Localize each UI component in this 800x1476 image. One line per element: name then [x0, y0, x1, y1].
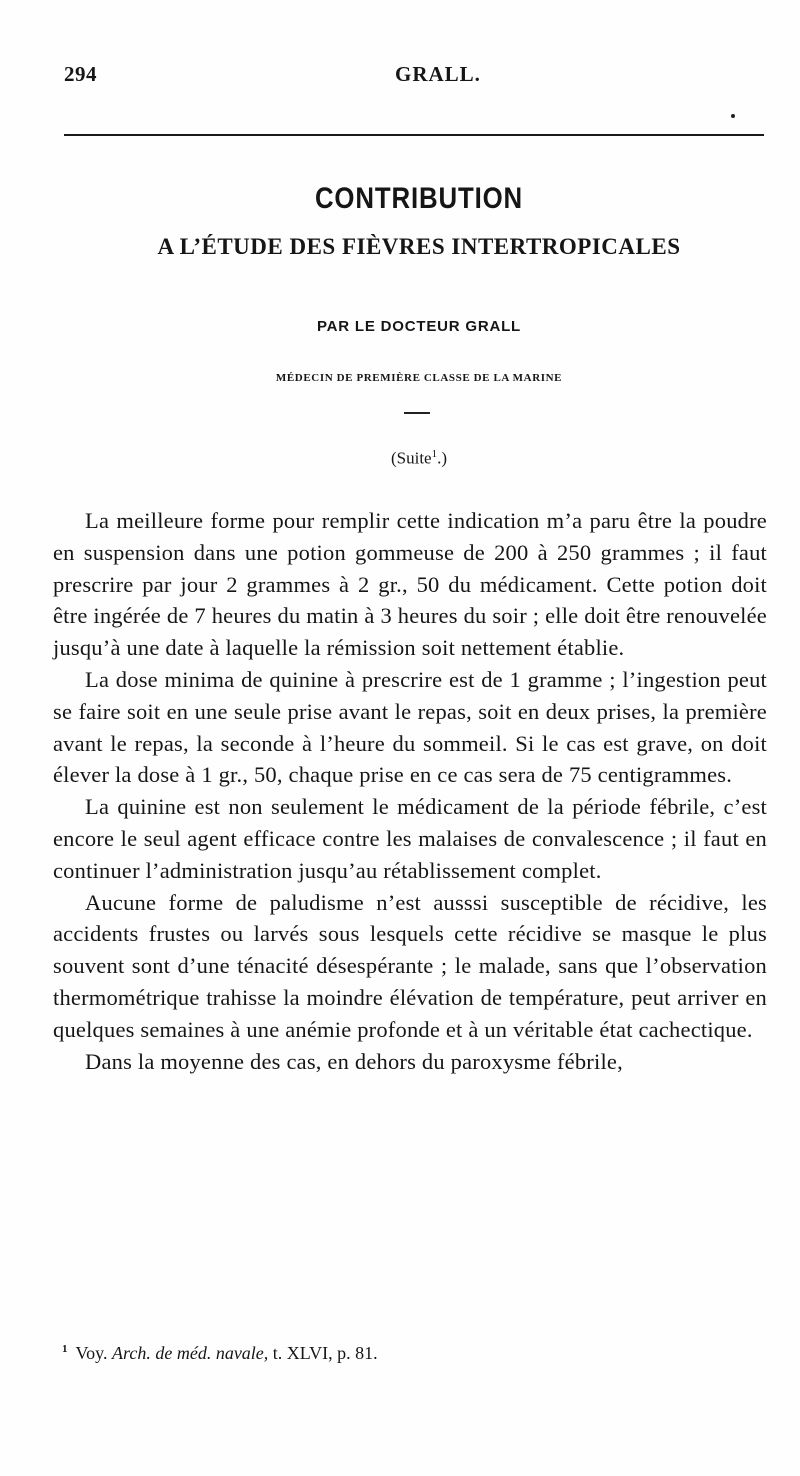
- footnote-prefix: Voy.: [75, 1343, 108, 1363]
- page-number: 294: [64, 62, 97, 86]
- article-title: CONTRIBUTION: [314, 182, 524, 215]
- continuation-close: .): [437, 448, 448, 468]
- paragraph: Aucune forme de paludisme n’est ausssi susceptible de récidive, les accidents frustes ou larvés sous lesquels cette récidive se masque le plus souvent sont d’une ténacité désespérante ; le malade, sans que l’observation thermométrique trahisse la moindre élévation de température, peut arriver en quelques semaines à une anémie profonde et à un véritable état cachectique.: [53, 889, 767, 1042]
- continuation-note: [0, 448, 800, 469]
- paragraph: La dose minima de quinine à prescrire est de 1 gramme ; l’ingestion peut se faire soit en une seule prise avant le repas, soit en deux prises, la première avant le repas, la seconde à l’heure du sommeil. Si le cas est grave, on doit élever la dose à 1 gr., 50, chaque prise en ce cas sera de 75 centigrammes.: [53, 666, 767, 788]
- running-head: [64, 62, 764, 92]
- ink-speck: [731, 114, 735, 118]
- continuation-text: (Suite: [390, 448, 432, 468]
- paragraph: La meilleure forme pour remplir cette indication m’a paru être la poudre en suspension dans une potion gommeuse de 200 à 250 grammes ; il faut prescrire par jour 2 grammes à 2 gr., 50 du médicament. Cette potion doit être ingérée de 7 heures du matin à 3 heures du soir ; elle doit être renouvelée jusqu’à une date à laquelle la rémission soit nettement établie.: [53, 508, 767, 661]
- paragraph: Dans la moyenne des cas, en dehors du paroxysme fébrile,: [85, 1048, 623, 1074]
- author-affiliation: MÉDECIN DE PREMIÈRE CLASSE DE LA MARINE: [275, 372, 563, 384]
- footnote-journal: Arch. de méd. navale,: [112, 1343, 269, 1363]
- article-body: [53, 505, 767, 1077]
- footnote-reference: 1: [431, 448, 438, 460]
- footnote-reference-detail: t. XLVI, p. 81.: [272, 1343, 378, 1363]
- header-rule: [64, 134, 764, 136]
- article-subtitle: A L’ÉTUDE DES FIÈVRES INTERTROPICALES: [157, 234, 681, 259]
- footnote: [62, 1343, 762, 1364]
- section-divider: [404, 412, 430, 414]
- footnote-marker: 1: [62, 1343, 68, 1355]
- article-byline: PAR LE DOCTEUR GRALL: [316, 318, 522, 335]
- running-head-author: GRALL.: [395, 62, 481, 86]
- paragraph: La quinine est non seulement le médicament de la période fébrile, c’est encore le seul agent efficace contre les malaises de convalescence ; il faut en continuer l’administration jusqu’au rétablissement complet.: [53, 794, 767, 883]
